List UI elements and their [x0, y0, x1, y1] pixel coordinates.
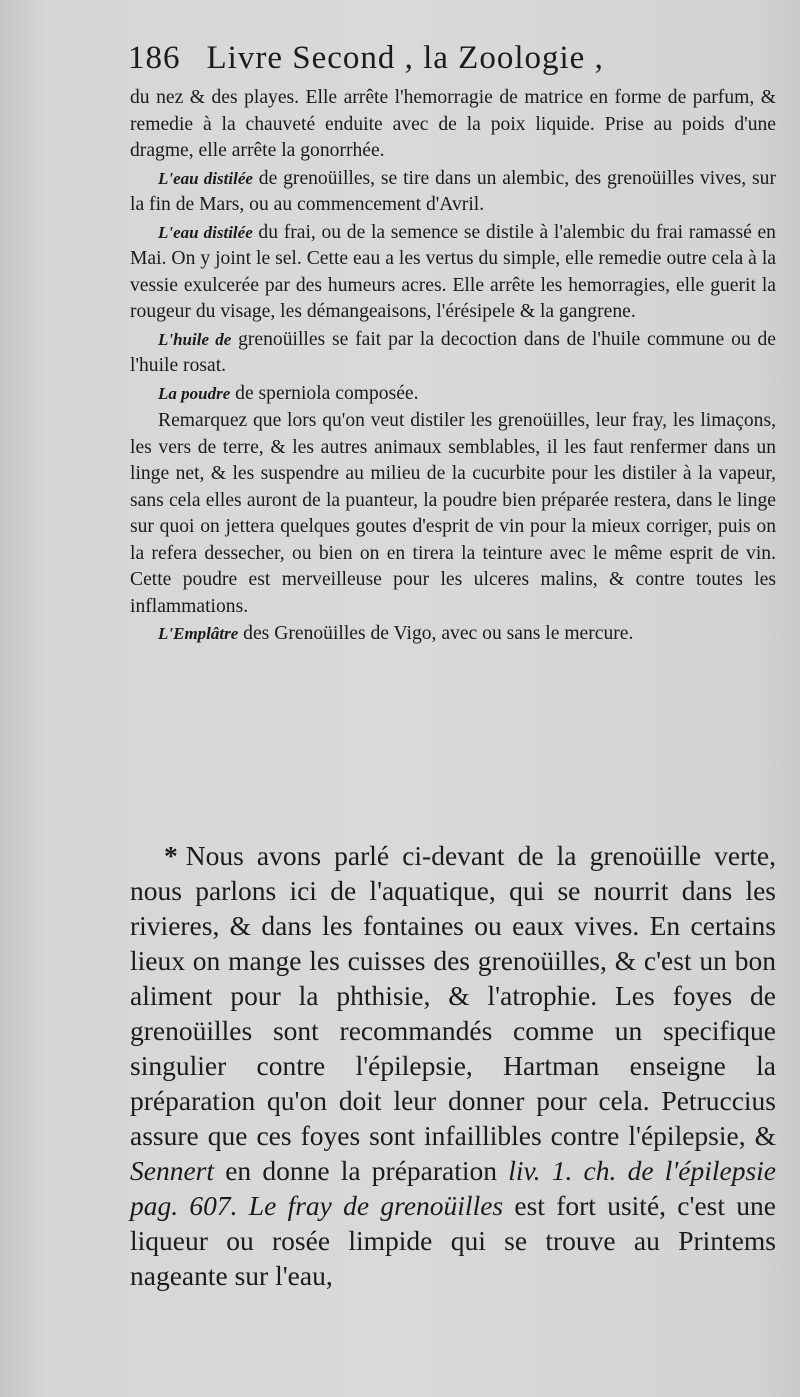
paragraph-5 — [130, 381, 776, 408]
running-title: Livre Second , la Zoologie , — [206, 40, 604, 76]
paragraph-3-lead: L'eau distilée — [158, 222, 253, 242]
footnote-text-a: Nous avons parlé ci-devant de la grenoüille verte, nous parlons ici de l'aquatique, qui se nourrit dans les rivieres, & dans les fontaines ou eaux vives. En certains lieux on mange les cuisses des grenoüilles, & c'est un bon aliment pour la phthisie, & l'atrophie. Les foyes de grenoüilles sont recommandés comme un specifique singulier contre l'épilepsie, Hartman enseigne la préparation qu'on doit leur donner pour cela. Petruccius assure que ces foyes sont infaillibles contre l'épilepsie, & — [130, 840, 776, 1151]
paragraph-2 — [130, 166, 776, 219]
paragraph-2-text: de grenoüilles, se tire dans un alembic, des grenoüilles vives, sur la fin de Mars, ou au commencement d'Avril. — [130, 167, 776, 215]
footnote-text-c: est fort usité, c'est une liqueur ou rosée limpide qui se trouve au Printems nageante sur l'eau, — [130, 1190, 776, 1291]
paragraph-5-lead: La poudre — [158, 383, 231, 403]
paragraph-4-text: grenoüilles se fait par la decoction dans de l'huile commune ou de l'huile rosat. — [130, 328, 776, 376]
footnote-text-b: en donne la préparation — [214, 1155, 509, 1186]
page-header — [128, 40, 788, 77]
paragraph-2-lead: L'eau distilée — [158, 168, 253, 188]
citation: liv. 1. ch. de l'épilepsie pag. 607. Le fray de grenoüilles — [130, 1155, 776, 1221]
paragraph-4-lead: L'huile de — [158, 329, 232, 349]
page-number: 186 — [128, 40, 181, 76]
paragraph-5-text: de sperniola composée. — [230, 382, 419, 404]
paragraph-6: Remarquez que lors qu'on veut distiler les grenoüilles, leur fray, les limaçons, les vers de terre, & les autres animaux semblables, il les faut renfermer dans un linge net, & les suspendre au milieu de la cucurbite pour les distiler à la vapeur, sans cela elles auront de la puanteur, la poudre bien préparée restera, dans le linge sur quoi on jettera quelques goutes d'esprit de vin pour la mieux corriger, puis on la refera dessecher, ou bien on en tirera la teinture avec le même esprit de vin. Cette poudre est merveilleuse pour les ulceres malins, & contre toutes les inflammations. — [130, 410, 776, 617]
paragraph-7-text: des Grenoüilles de Vigo, avec ou sans le mercure. — [238, 623, 634, 644]
paragraph-7-lead: L'Emplâtre — [158, 624, 239, 643]
lower-section — [130, 838, 776, 1293]
paragraph-4 — [130, 327, 776, 380]
paragraph-1: du nez & des playes. Elle arrête l'hemorragie de matrice en forme de parfum, & remedie à la chauveté enduite avec de la poix liquide. Prise au poids d'une dragme, elle arrête la gonorrhée. — [130, 87, 776, 161]
upper-section — [130, 85, 776, 648]
paragraph-7 — [130, 621, 776, 648]
footnote-paragraph — [130, 838, 776, 1293]
asterisk-mark: * — [164, 840, 178, 871]
author-name: Sennert — [130, 1155, 215, 1186]
paragraph-3 — [130, 220, 776, 326]
paragraph-3-text: du frai, ou de la semence se distile à l'alembic du frai ramassé en Mai. On y joint le sel. Cette eau a les vertus du simple, elle remedie outre cela à la vessie exulcerée par des humeurs acres. Elle arrête les hemorragies, elle guerit la rougeur du visage, les démangeaisons, l'érésipele & la gangrene. — [130, 221, 776, 322]
